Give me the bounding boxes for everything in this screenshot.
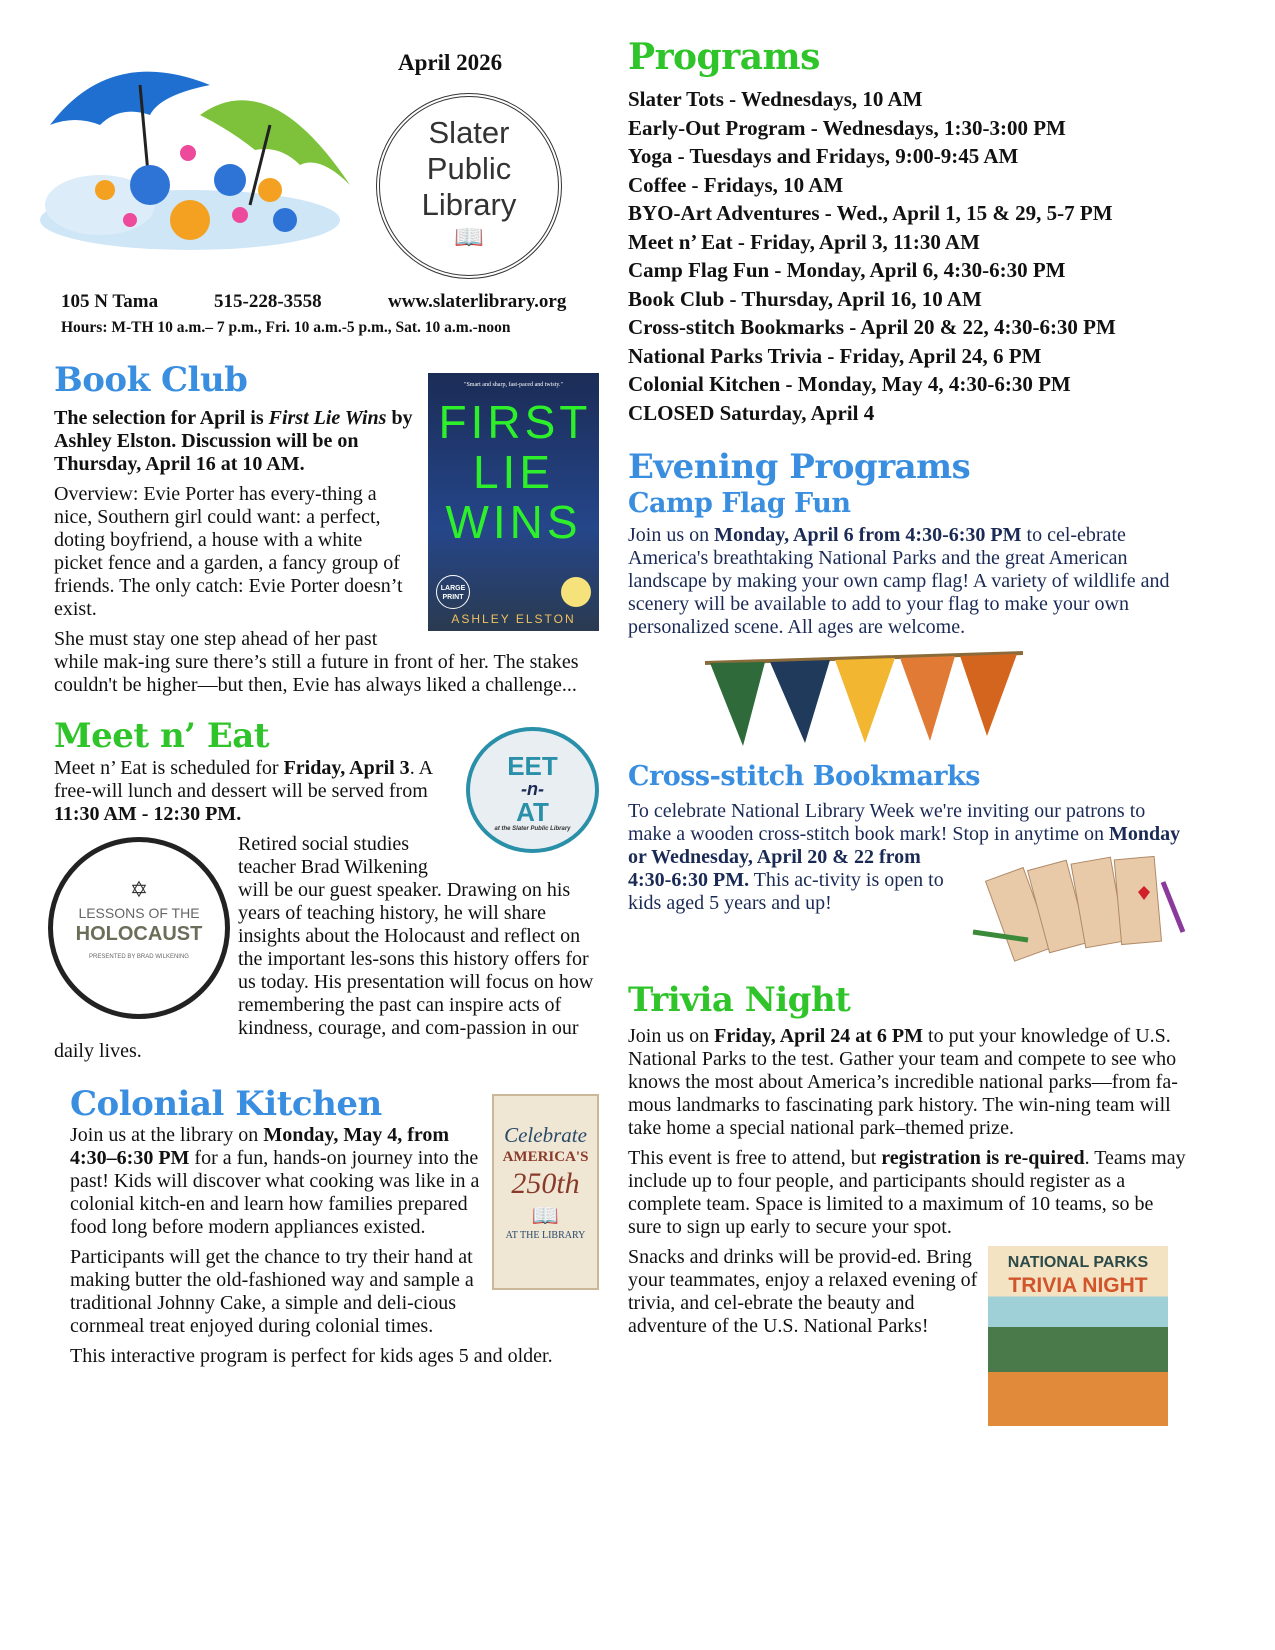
left-column bbox=[54, 360, 599, 1375]
colonial-kitchen-heading: Colonial Kitchen bbox=[70, 1083, 382, 1124]
text: by Ashley Elston. Discussion will be on Thursday, April 16 at 10 AM. bbox=[54, 406, 413, 475]
open-book-icon: 📖 bbox=[454, 224, 484, 251]
evening-programs-heading: Evening Programs bbox=[628, 447, 971, 488]
holocaust-lessons-logo bbox=[48, 837, 230, 1019]
logo-line: Library bbox=[421, 187, 517, 222]
poster-text: TRIVIA NIGHT bbox=[1008, 1273, 1148, 1297]
date: Monday, April 6 from 4:30-6:30 PM bbox=[714, 524, 1022, 547]
program-item: Book Club - Thursday, April 16, 10 AM bbox=[628, 286, 982, 311]
address: 105 N Tama bbox=[61, 291, 159, 312]
book-club-overview: Overview: Evie Porter has every-thing a nice, Southern girl could want: a perfect, doting boyfriend, a house with a white picket fence and a garden, a fancy group of friends. The only catch: Evie Porter doesn’t exist. bbox=[54, 482, 403, 620]
program-item: Slater Tots - Wednesdays, 10 AM bbox=[628, 87, 923, 112]
badge-text: AT THE LIBRARY bbox=[505, 1230, 586, 1242]
logo-text: at the Slater Public Library bbox=[494, 825, 571, 832]
text: Retired social studies teacher Brad Wilkening will be our guest speaker. Drawing on his years of teaching history, he will share insights about the Holocaust and reflect on the important les-sons this history offers for us today. His presentation will focus on how remembering the past can inspire acts of kindness, courage, and com-passion in our daily lives. bbox=[54, 832, 594, 1062]
meet-eat-logo bbox=[466, 727, 599, 853]
text: Meet n’ Eat is scheduled for bbox=[54, 756, 284, 779]
colonial-kitchen-ages: This interactive program is perfect for kids ages 5 and older. bbox=[70, 1345, 553, 1368]
large-print-badge: LARGE PRINT bbox=[436, 575, 470, 609]
website-link[interactable]: www.slaterlibrary.org bbox=[388, 291, 567, 312]
text: Join us on bbox=[628, 1024, 715, 1047]
program-item: BYO-Art Adventures - Wed., April 1, 15 & 29, 5-7 PM bbox=[628, 201, 1113, 226]
program-item: Coffee - Fridays, 10 AM bbox=[628, 172, 844, 197]
book-title: First Lie Wins bbox=[268, 406, 387, 429]
cover-author: ASHLEY ELSTON bbox=[451, 611, 576, 626]
program-item: CLOSED Saturday, April 4 bbox=[628, 400, 875, 425]
colonial-kitchen-activities: Participants will get the chance to try their hand at making butter the old-fashioned way and sample a traditional Johnny Cake, a simple and deli-cious cornmeal treat enjoyed during colonial times. bbox=[70, 1246, 474, 1338]
logo-text: LESSONS OF THE bbox=[78, 904, 200, 921]
program-item: Colonial Kitchen - Monday, May 4, 4:30-6:30 PM bbox=[628, 372, 1071, 397]
trivia-night-poster bbox=[988, 1246, 1168, 1426]
text: to put your knowledge of U.S. National Parks to the test. Gather your team and compete to see who knows the most about America’s incredible national parks—from fa-mous landmarks to fascinating park history. The win-ning team will take home a special national park–themed prize. bbox=[628, 1024, 1178, 1139]
text: . Teams may include up to four people, and participants should register as a complete team. Space is limited to a maximum of 10 teams, so be sure to sign up early to secure your spot. bbox=[628, 1146, 1186, 1238]
program-item: National Parks Trivia - Friday, April 24, 6 PM bbox=[628, 343, 1042, 368]
library-logo bbox=[376, 93, 562, 279]
program-item: Cross-stitch Bookmarks - April 20 & 22, 4:30-6:30 PM bbox=[628, 315, 1116, 340]
logo-text: AT bbox=[516, 796, 549, 827]
date: Monday, May 4, from 4:30–6:30 PM bbox=[70, 1124, 450, 1170]
logo-text: HOLOCAUST bbox=[75, 922, 203, 945]
meet-eat-heading: Meet n’ Eat bbox=[54, 715, 269, 756]
program-item: Early-Out Program - Wednesdays, 1:30-3:00 PM bbox=[628, 115, 1066, 140]
cross-stitch-heading: Cross-stitch Bookmarks bbox=[628, 761, 980, 793]
logo-text: PRESENTED BY BRAD WILKENING bbox=[89, 953, 189, 960]
colonial-kitchen-section bbox=[54, 1084, 599, 1369]
text: for a fun, hands-on journey into the past! Kids will discover what cooking was like in a colonial kitch-en and learn how families prepared food long before modern appliances existed. bbox=[70, 1147, 480, 1239]
text: The selection for April is bbox=[54, 406, 269, 429]
poster-text: NATIONAL PARKS bbox=[1007, 1253, 1149, 1271]
star-of-david-icon: ✡ bbox=[129, 876, 149, 902]
camp-flag-heading: Camp Flag Fun bbox=[628, 487, 851, 519]
text: . A free-will lunch and dessert will be served from bbox=[54, 756, 432, 802]
cover-quote: "Smart and sharp, fast-paced and twisty." bbox=[464, 381, 563, 388]
trivia-snacks: Snacks and drinks will be provid-ed. Bring your teammates, enjoy a relaxed evening of trivia, and cel-ebrate the beauty and adventure of the U.S. National Parks! bbox=[628, 1245, 978, 1337]
book-club-description: She must stay one step ahead of her past while mak-ing sure there’s still a future in front of her. The stakes couldn't be higher—but then, Evie has always liked a challenge... bbox=[54, 627, 579, 696]
text: To celebrate National Library Week we're inviting our patrons to make a wooden cross-stitch book mark! Stop in anytime on bbox=[628, 799, 1146, 845]
text-bold: registration is re-quired bbox=[881, 1146, 1085, 1169]
logo-text: -n- bbox=[521, 778, 544, 799]
trivia-registration bbox=[628, 1147, 1188, 1239]
open-book-icon: 📖 bbox=[531, 1203, 560, 1229]
program-item: Meet n’ Eat - Friday, April 3, 11:30 AM bbox=[628, 229, 980, 254]
program-item: Yoga - Tuesdays and Fridays, 9:00-9:45 AM bbox=[628, 144, 1019, 169]
text: Join us on bbox=[628, 524, 715, 547]
book-club-seal-icon bbox=[561, 577, 591, 607]
logo-line: Slater bbox=[428, 115, 510, 150]
book-cover-image bbox=[428, 373, 599, 631]
trivia-intro bbox=[628, 1025, 1188, 1140]
umbrellas-flowers-illustration bbox=[40, 45, 360, 255]
cross-stitch-text bbox=[628, 800, 1188, 915]
cross-stitch-bookmarks-image bbox=[968, 852, 1208, 962]
camp-flag-text bbox=[628, 524, 1188, 639]
right-column bbox=[628, 36, 1188, 1430]
programs-heading: Programs bbox=[628, 36, 820, 78]
text: This ac-tivity is open to kids aged 5 years and up! bbox=[628, 868, 944, 914]
text: Join us at the library on bbox=[70, 1124, 264, 1147]
programs-list bbox=[628, 85, 1188, 427]
date: Friday, April 3 bbox=[283, 756, 410, 779]
book-club-heading: Book Club bbox=[54, 360, 248, 400]
badge-text: AMERICA'S bbox=[502, 1149, 589, 1166]
hours: Hours: M-TH 10 a.m.– 7 p.m., Fri. 10 a.m.-5 p.m., Sat. 10 a.m.-noon bbox=[61, 319, 511, 336]
time: 11:30 AM - 12:30 PM. bbox=[54, 802, 242, 825]
newsletter-month: April 2026 bbox=[398, 50, 503, 75]
logo-line: Public bbox=[426, 151, 512, 186]
america-250-badge bbox=[492, 1094, 599, 1290]
badge-text: 250th bbox=[511, 1167, 580, 1201]
guest-speaker-text bbox=[54, 833, 599, 1063]
text: to cel-ebrate America's breathtaking National Parks and the great American landscape by making your own camp flag! A variety of wildlife and scenery will be available to add to your flag to make your own personalized scene. All ages are welcome. bbox=[628, 524, 1170, 639]
text: This event is free to attend, but bbox=[628, 1146, 882, 1169]
cover-title: FIRST LIE WINS bbox=[438, 395, 592, 548]
program-item: Camp Flag Fun - Monday, April 6, 4:30-6:30 PM bbox=[628, 258, 1066, 283]
logo-text: EET bbox=[507, 750, 558, 781]
date: Monday or Wednesday, April 20 & 22 from 4:30-6:30 PM. bbox=[628, 822, 1181, 891]
trivia-night-heading: Trivia Night bbox=[628, 979, 851, 1020]
pennant-flags-image bbox=[705, 651, 1025, 751]
date: Friday, April 24 at 6 PM bbox=[714, 1024, 924, 1047]
badge-text: Celebrate bbox=[504, 1123, 587, 1148]
phone: 515-228-3558 bbox=[214, 291, 322, 312]
